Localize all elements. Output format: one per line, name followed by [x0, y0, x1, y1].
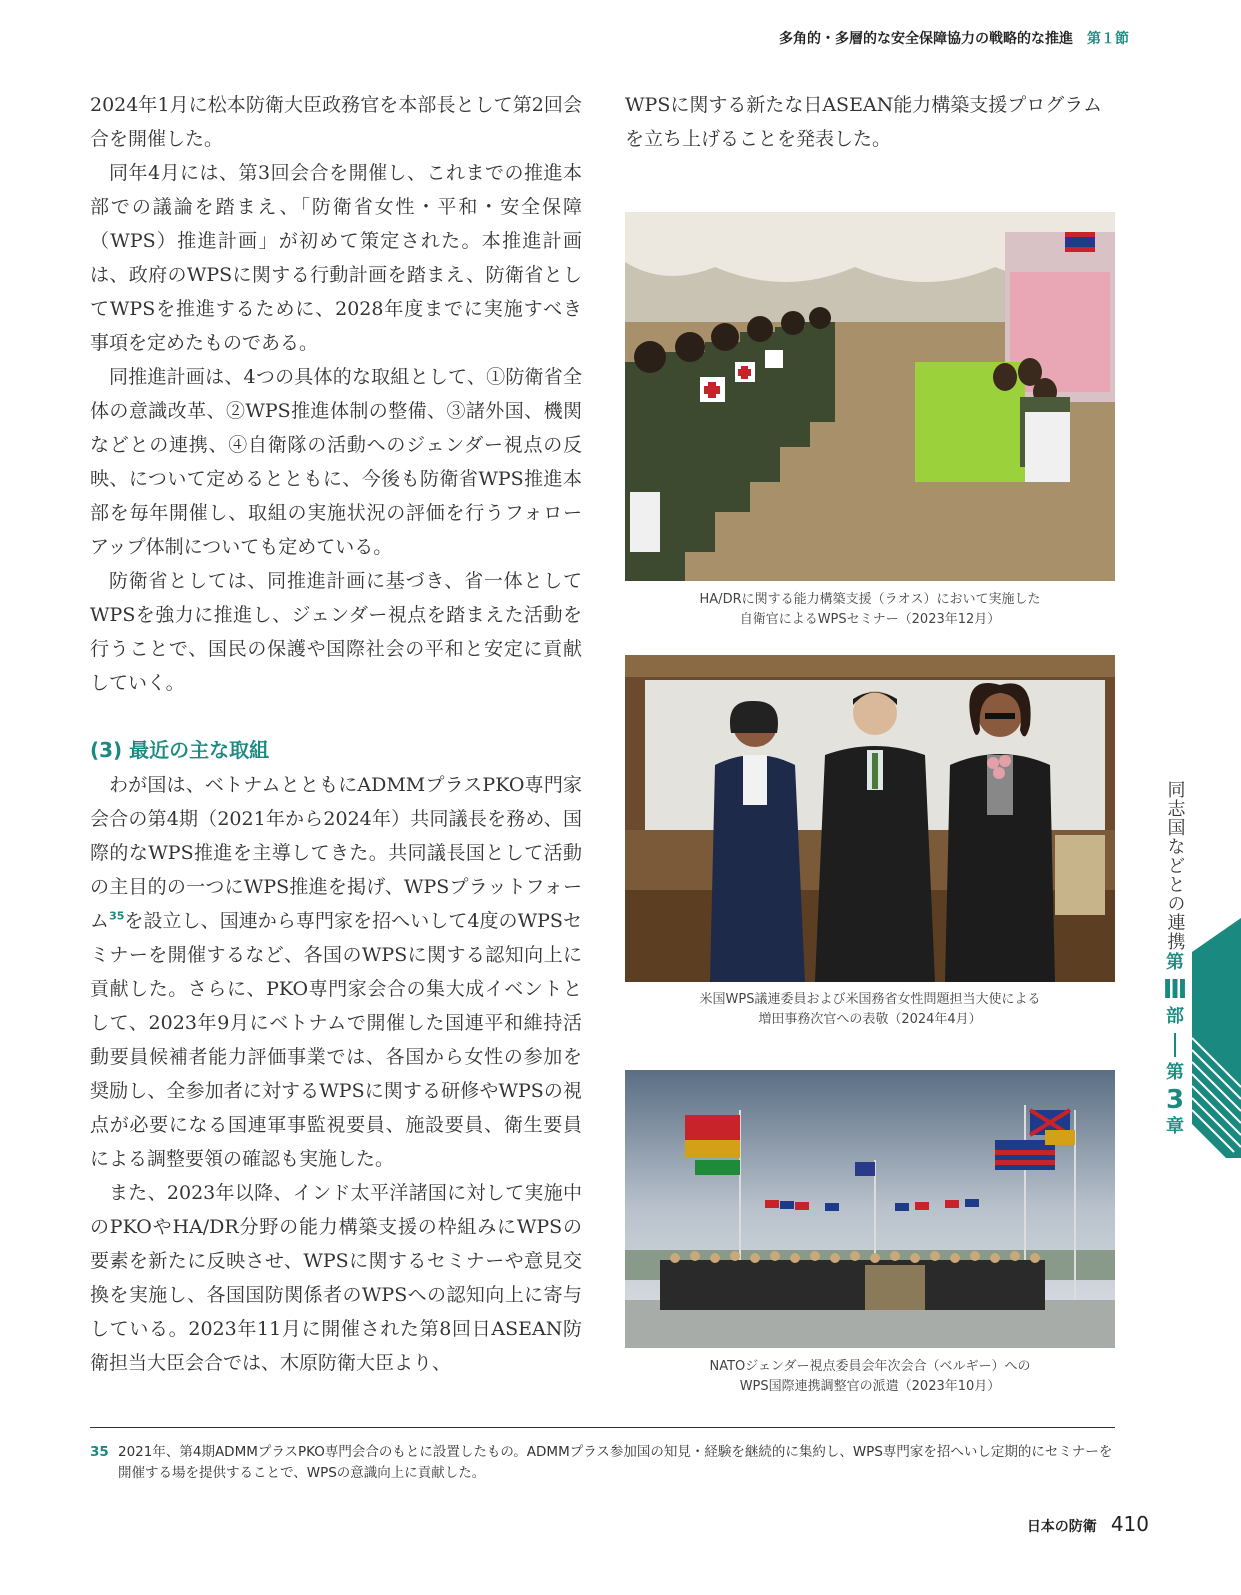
caption-line: 米国WPS議連委員および米国務省女性問題担当大使による: [699, 992, 1041, 1007]
photo-nato-meeting: [625, 1070, 1115, 1348]
chapter-prefix: 第: [1166, 1062, 1184, 1083]
page-footer: [1027, 1512, 1149, 1536]
right-column-text: [625, 88, 1115, 156]
chapter-title: 同志国などとの連携: [1164, 780, 1186, 951]
seminar-photo-image: [625, 212, 1115, 581]
paragraph: 2024年1月に松本防衛大臣政務官を本部長として第2回会合を開催した。: [90, 94, 582, 150]
footnote-text: 2021年、第4期ADMMプラスPKO専門会合のもとに設置したもの。ADMMプラス参加国の知見・経験を継続的に集約し、WPS専門家を招へいし定期的にセミナーを開催する場を提供することで、WPSの意識向上に貢献した。: [118, 1444, 1113, 1481]
header-title: 多角的・多層的な安全保障協力の戦略的な推進: [779, 31, 1073, 47]
footnote-number: 35: [90, 1444, 109, 1460]
page-number: 410: [1110, 1512, 1149, 1536]
paragraph-text: を設立し、国連から専門家を招へいして4度のWPSセミナーを開催するなど、各国のWPSに関する認知向上に貢献した。さらに、PKO専門家会合の集大成イベントとして、2023年9月にベトナムで開催した国連平和維持活動要員候補者能力評価事業では、各国から女性の参加を奨励し、全参加者に対するWPSに関する研修やWPSの視点が必要になる国連軍事監視要員、施設要員、衛生要員による調整要領の確認も実施した。: [90, 910, 582, 1170]
photo-caption: [625, 1357, 1115, 1397]
photo-caption: [625, 990, 1115, 1030]
footnote-reference[interactable]: 35: [109, 909, 125, 923]
caption-line: 増田事務次官への表敬（2024年4月）: [758, 1012, 982, 1027]
paragraph: 同年4月には、第3回会合を開催し、これまでの推進本部での議論を踏まえ、「防衛省女性・平和・安全保障（WPS）推進計画」が初めて策定された。本推進計画は、政府のWPSに関する行動計画を踏まえ、防衛省としてWPSを推進するために、2028年度までに実施すべき事項を定めたものである。: [90, 162, 582, 354]
part-prefix: 第: [1166, 952, 1184, 973]
nato-photo-image: [625, 1070, 1115, 1348]
paragraph-text: わが国は、ベトナムとともにADMMプラスPKO専門家会合の第4期（2021年から2024年）共同議長を務め、国際的なWPS推進を主導してきた。共同議長国として活動の主目的の一つにWPS推進を掲げ、WPSプラットフォーム: [90, 774, 582, 932]
header-section: 第１節: [1087, 31, 1129, 47]
running-header: [779, 28, 1129, 48]
chapter-suffix: 章: [1166, 1116, 1184, 1137]
paragraph: また、2023年以降、インド太平洋諸国に対して実施中のPKOやHA/DR分野の能力構築支援の枠組みにWPSの要素を新たに反映させ、WPSに関するセミナーや意見交換を実施し、各国国防関係者のWPSへの認知向上に寄与している。2023年11月に開催された第8回日ASEAN防衛担当大臣会合では、木原防衛大臣より、: [90, 1182, 582, 1374]
paragraph: [90, 768, 582, 1176]
caption-line: NATOジェンダー視点委員会年次会合（ベルギー）への: [709, 1359, 1031, 1374]
part-suffix: 部: [1166, 1006, 1184, 1027]
photo-courtesy-call: [625, 655, 1115, 982]
left-column: [90, 88, 582, 1380]
paragraph: WPSに関する新たな日ASEAN能力構築支援プログラムを立ち上げることを発表した。: [625, 94, 1103, 150]
chapter-side-tab: [1160, 780, 1190, 1139]
footnote: [90, 1442, 1120, 1484]
tab-divider: [1174, 1033, 1176, 1057]
publication-name: 日本の防衛: [1026, 1519, 1097, 1535]
caption-line: 自衛官によるWPSセミナー（2023年12月）: [739, 612, 1001, 627]
photo-wps-seminar-laos: [625, 212, 1115, 581]
paragraph: 防衛省としては、同推進計画に基づき、省一体としてWPSを強力に推進し、ジェンダー視点を踏まえた活動を行うことで、国民の保護や国際社会の平和と安定に貢献していく。: [90, 570, 582, 694]
caption-line: WPS国際連携調整官の派遣（2023年10月）: [739, 1379, 1001, 1394]
caption-line: HA/DRに関する能力構築支援（ラオス）において実施した: [699, 592, 1041, 607]
section-heading: (3) 最近の主な取組: [90, 738, 270, 762]
footnote-divider: [90, 1427, 1115, 1428]
paragraph: 同推進計画は、4つの具体的な取組として、①防衛省全体の意識改革、②WPS推進体制の整備、③諸外国、機関などとの連携、④自衛隊の活動へのジェンダー視点の反映、について定めるとともに、今後も防衛省WPS推進本部を毎年開催し、取組の実施状況の評価を行うフォローアップ体制についても定めている。: [90, 366, 582, 558]
courtesy-call-photo-image: [625, 655, 1115, 982]
chapter-stripe-decoration: [1192, 918, 1241, 1158]
photo-caption: [625, 590, 1115, 630]
part-number: Ⅲ: [1162, 975, 1188, 1005]
chapter-number: 3: [1165, 1085, 1185, 1115]
